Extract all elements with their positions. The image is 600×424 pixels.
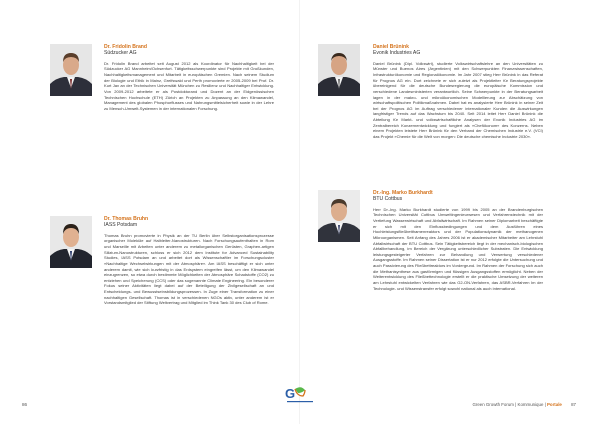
- bio-organization: BTU Cottbus: [373, 196, 403, 203]
- portrait-photo: [50, 216, 92, 268]
- bio-organization: Südzucker AG: [104, 50, 137, 57]
- bio-name: Daniel Brünink: [373, 44, 409, 50]
- footer-accent: Portale: [546, 402, 562, 407]
- bio-name: Dr. Thomas Bruhn: [104, 216, 149, 222]
- page-number: 87: [571, 402, 576, 407]
- svg-text:G: G: [285, 386, 296, 401]
- bio-organization: Evonik Industries AG: [373, 50, 421, 57]
- bio-marko-burkhardt: [373, 190, 543, 291]
- bio-text: Thomas Bruhn promovierte in Physik an der TU Berlin über Selbstorganisationsprozesse organischer Moleküle auf Halbleiter-Nanostrukturen. Nach Forschungsaufenthalten in Rom und Marseille mit Arbeiten unter anderem zu metallorganischen Gerüsten, Graphen-artigen Silizium-Nanostrukturen, schloss er sich 2012 dem Institute for Advanced Sustainability Studies, IASS Potsdam an und arbeitet dort als Wissenschaftler im Forschungscluster »Nachhaltige Wechselwirkungen mit der Atmosphäre«. Am IASS beschäftigt er sich unter anderem damit, wie sich kurzfristig in das Erdsystem eingreifen lässt, um den Klimawandel einzugrenzen, so etwa durch bestimmte Möglichkeiten der Atmosphäre Schadstoffe (CO2) zu entziehen und Speicherung (CCS) oder das sogenannte Climate Engineering. Ein besonderer Fokus seiner Aktivitäten liegt dabei auf der Beteiligung der Zivilgesellschaft an und Entscheidungs- und Bewusstseinsbildungsprozessen. In Zuge einer Transformation zu einer nachhaltigen Gesellschaft. Thomas ist in verschiedenen NGOs aktiv, unter anderem ist er Vorstandsmitglied der Stiftung Weltvertrag und Mitglied im Think Tank 30 des Club of Rome.: [104, 232, 274, 306]
- page-footer: [472, 402, 576, 407]
- bio-name: Dr.-Ing. Marko Burkhardt: [373, 190, 433, 196]
- page-number: 86: [22, 402, 28, 407]
- bio-name: Dr. Fridolin Brand: [104, 44, 148, 50]
- footer-text: Green Growth Forum | Kommunique |: [472, 402, 546, 407]
- portrait-photo: [318, 190, 360, 242]
- bio-thomas-bruhn: [104, 216, 274, 306]
- bio-text: Herr Dr.-Ing. Marko Burkhardt studierte von 1999 bis 2005 an der Brandenburgischen Technischen Universität Cottbus Umweltingenieurwesen und Verfahrenstechnik mit der Vertiefung Wasserwirtschaft und Abfallwirtschaft. Im Rahmen seiner Diplomarbeit beschäftigte er sich mit den Einflussbedingungen und dem Ausführen eines Hochleistungsfließbetthamenreaktors und der Populationsdynamik der methanogenen Mikroorganismen. Seit Anfang des Jahres 2006 ist er akademischer Mitarbeiter am Lehrstuhl Abfallwirtschaft der BTU Cottbus. Sein Tätigkeitsbereich liegt in der mechanisch-biologischen Abfallbehandlung, im Bereich der Vergärung unterschiedlicher Substraten. Die Entwicklung leistungsgesteigerter Verfahren zur Behandlung und Verwertung verschiedener Ausgangsstoffe. Im Rahmen seiner Dissertation ist er nur 2012 erfolgte die Untersuchung und auch Passivierung des Fließbettreaktors im Vordergrund. Im Rahmen der Forschung sich auch die Methanisynthese aus gasförmigen und flüssigen Ausgangsstoffen ermöglicht. Neben der Weiterentwicklung des Fließbettechnologie erstellt er die praktische Umsetzung der weiteren am Lehrstuhl entwickelten Verfahren wie das G2-ON-Verfahren, das ASBR-Verfahren Im der Technologie- und Wissenstransfer erfolgt sowohl national als auch international.: [373, 206, 543, 291]
- bio-text: Daniel Brünink (Dipl. Volkswirt), studierte Volkswirtschaftslehre an den Universitäten zu Münster und Buenos Aires (Argentinien) mit den Schwerpunkten Finanzwissenschaften, Infrastrukturökonomie und Regionalökonomie. Im Jahr 2007 stieg Herr Brünink in das Referat für Prognos AG ein. Dort zeichnete er sich zuletzt als Projektleiter für Beratungsprojekte übereinigend für die deutsche Bundesregierung die europäische Kommission und verschiedene Landesministerien verantwortlich. Seine Schwerpunkte in der Beratungsarbeit lagen in der makro- und mikroökonomischen Modellierung zur Abschätzung von wirtschaftspolitischen Politikmaßnahmen. Dabei hat es analysierte Herr Brünink in seiner Zeit bei der Prognos AG im Auftrag verschiedener internationaler Kunden die Auswirkungen langfristiger Trends auf das Wachstum bis 2040. Seit 2014 leitet Herr Daniel Brünink die Abteilung für Markt- und volkswirtschaftliche Analysen der Evonik Industries AG im Zentralbereich Konzernentwicklung und fungiert als »Chefökonom« des Konzerns. Neben einem Projekten leistete Herr Brünink für den Verband der Chemischen Industrie e.V. (VCI) das Projekt »Chemie für die Welt von morgen: Die deutsche chemische Industrie 2030«.: [373, 60, 543, 139]
- bio-daniel-bruenink: [373, 44, 543, 140]
- right-page: [300, 0, 600, 424]
- portrait-photo: [50, 44, 92, 96]
- bio-fridolin-brand: [104, 44, 274, 111]
- g20-logo: [283, 384, 317, 406]
- portrait-photo: [318, 44, 360, 96]
- bio-organization: IASS Potsdam: [104, 222, 138, 229]
- bio-text: Dr. Fridolin Brand arbeitet seit August 2012 als Koordinator für Nachhaltigkeit bei der Südzucker AG Mannheim/Ochsenfurt. Tätigkeitsschwerpunkte sind Projekte mit Großkunden, Nachhaltigkeitsmanagement und Mitarbeit in europäischen Gremien. Nach seinem Studium der Biologie und Ethik in Mainz, Greifswald und Perth promovierte er 2005-2009 bei Prof. Dr. Kurt Jax an der Technischen Universität München zu Resilienz und Nachhaltiger Entwicklung. Von 2009-2012 arbeitete er als Postdoktorand und Dozent an der Eidgenössischen Technischen Hochschule (ETH) Zürich an Projekten zu Anpassung an den Klimawandel, Management des globalen Phosphorflusses und Nahrungsmittelsicherheit sowie in der Lehre zu Mensch-Umwelt-Systemen in der internationalen Forschung.: [104, 60, 274, 111]
